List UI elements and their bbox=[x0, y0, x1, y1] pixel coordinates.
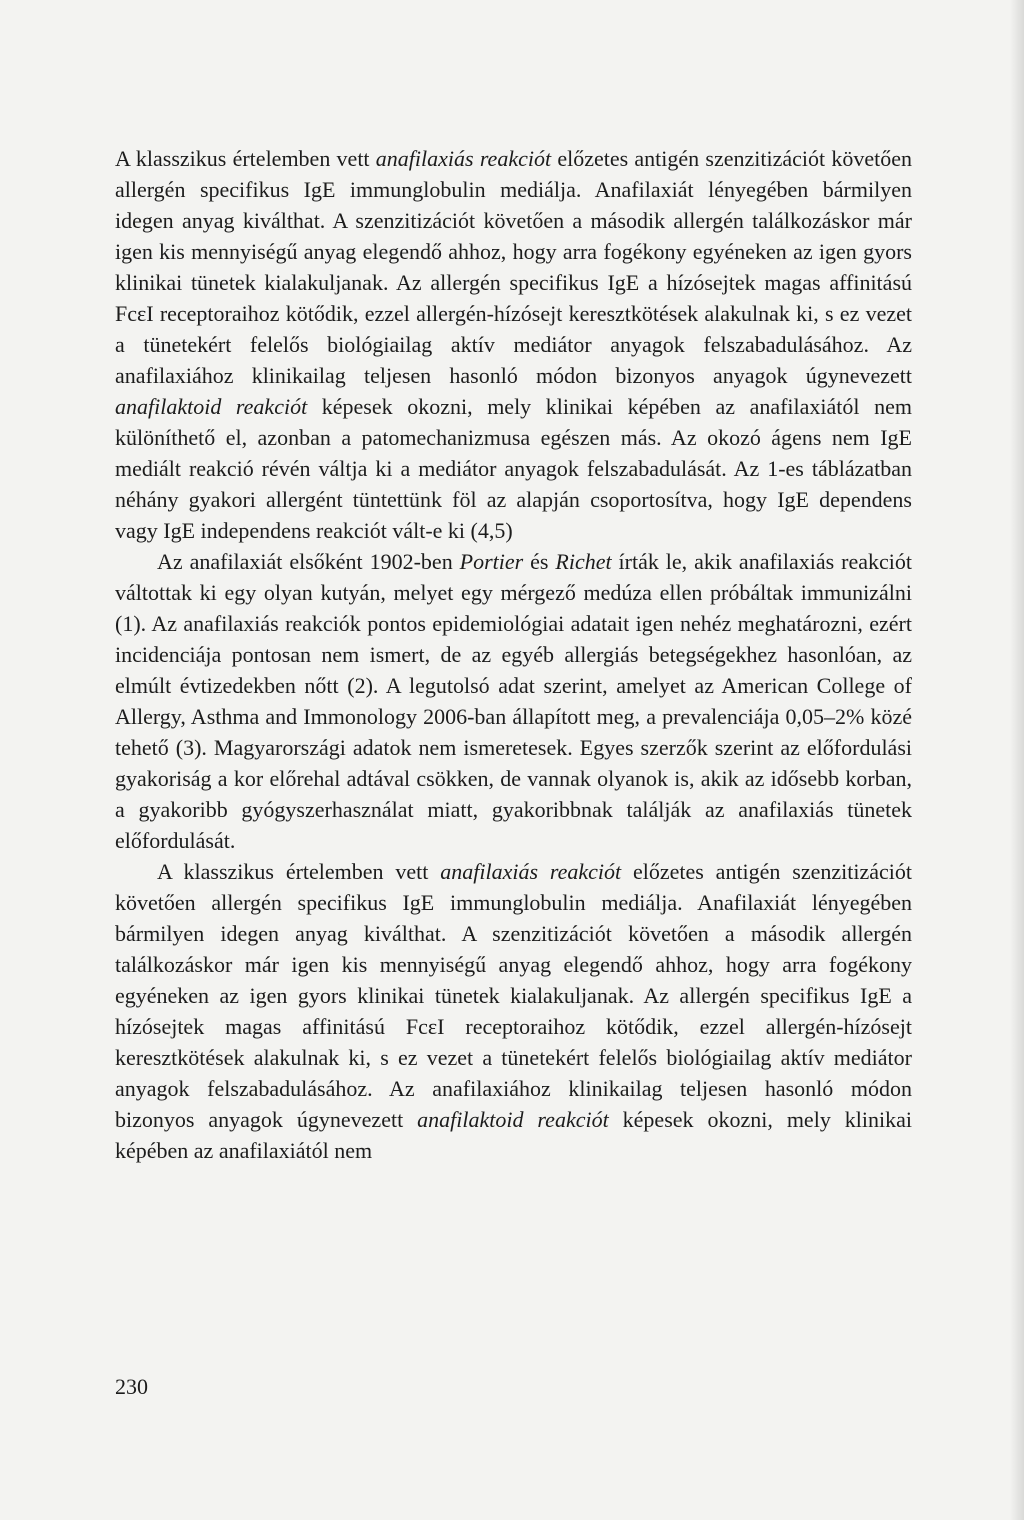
text-run: és bbox=[523, 549, 556, 574]
page-edge-shadow bbox=[1010, 0, 1024, 1520]
italic-term: Richet bbox=[555, 549, 612, 574]
paragraph-1 bbox=[115, 143, 912, 546]
text-run: A klasszikus értelemben vett bbox=[157, 859, 441, 884]
italic-term: anafilaxiás reakciót bbox=[440, 859, 622, 884]
paragraph-2 bbox=[115, 546, 912, 856]
text-run: A klasszikus értelemben vett bbox=[115, 146, 376, 171]
italic-term: Portier bbox=[459, 549, 524, 574]
text-run: Az anafilaxiát elsőként 1902-ben bbox=[157, 549, 460, 574]
italic-term: anafilaxiás reakciót bbox=[375, 146, 552, 171]
text-run: képesek okozni, mely klinikai képében az anafilaxiától nem különíthető el, azonban a patomechanizmusa egészen más. Az okozó ágens nem IgE mediált reakció révén váltja ki a mediátor anyagok felszabadulását. Az 1-es táblázatban néhány gyakori allergént tüntettünk föl az alapján csoportosítva, hogy IgE dependens vagy IgE independens reakciót vált-e ki (4,5) bbox=[115, 394, 912, 543]
text-run: előzetes antigén szenzitizációt követően allergén specifikus IgE immunglobulin mediálja. Anafilaxiát lényegében bármilyen idegen anyag kiválthat. A szenzitizációt követően a második allergén találkozáskor már igen kis mennyiségű anyag elegendő ahhoz, hogy arra fogékony egyéneken az igen gyors klinikai tünetek kialakuljanak. Az allergén specifikus IgE a hízósejtek magas affinitású FcεI receptoraihoz kötődik, ezzel allergén-hízósejt keresztkötések alakulnak ki, s ez vezet a tünetekért felelős biológiailag aktív mediátor anyagok felszabadulásához. Az anafilaxiához klinikailag teljesen hasonló módon bizonyos anyagok úgynevezett bbox=[115, 859, 912, 1132]
text-run: képesek okozni, mely klinikai képében az anafilaxiától nem bbox=[115, 1107, 912, 1163]
page-number: 230 bbox=[115, 1374, 148, 1399]
text-run: írták le, akik anafilaxiás reakciót váltottak ki egy olyan kutyán, melyet egy mérgező medúza ellen próbáltak immunizálni (1). Az anafilaxiás reakciók pontos epidemiológiai adatait igen nehéz meghatározni, ezért incidenciája pontosan nem ismert, de az egyéb allergiás betegségekhez hasonlóan, az elmúlt évtizedekben nőtt (2). A legutolsó adat szerint, amelyet az American College of Allergy, Asthma and Immonology 2006-ban állapított meg, a prevalenciája 0,05–2% közé tehető (3). Magyarországi adatok nem ismeretesek. Egyes szerzők szerint az előfordulási gyakoriság a kor előrehal adtával csökken, de vannak olyanok is, akik az idősebb korban, a gyakoribb gyógyszerhasználat miatt, gyakoribbnak találják az anafilaxiás tünetek előfordulását. bbox=[115, 549, 912, 853]
page-body bbox=[115, 143, 912, 1166]
paragraph-3 bbox=[115, 856, 912, 1166]
text-run: előzetes antigén szenzitizációt követően allergén specifikus IgE immunglobulin mediálja. Anafilaxiát lényegében bármilyen idegen anyag kiválthat. A szenzitizációt követően a második allergén találkozáskor már igen kis mennyiségű anyag elegendő ahhoz, hogy arra fogékony egyéneken az igen gyors klinikai tünetek kialakuljanak. Az allergén specifikus IgE a hízósejtek magas affinitású FcεI receptoraihoz kötődik, ezzel allergén-hízósejt keresztkötések alakulnak ki, s ez vezet a tünetekért felelős biológiailag aktív mediátor anyagok felszabadulásához. Az anafilaxiához klinikailag teljesen hasonló módon bizonyos anyagok úgynevezett bbox=[115, 146, 912, 388]
italic-term: anafilaktoid reakciót bbox=[417, 1107, 609, 1132]
italic-term: anafilaktoid reakciót bbox=[115, 394, 308, 419]
